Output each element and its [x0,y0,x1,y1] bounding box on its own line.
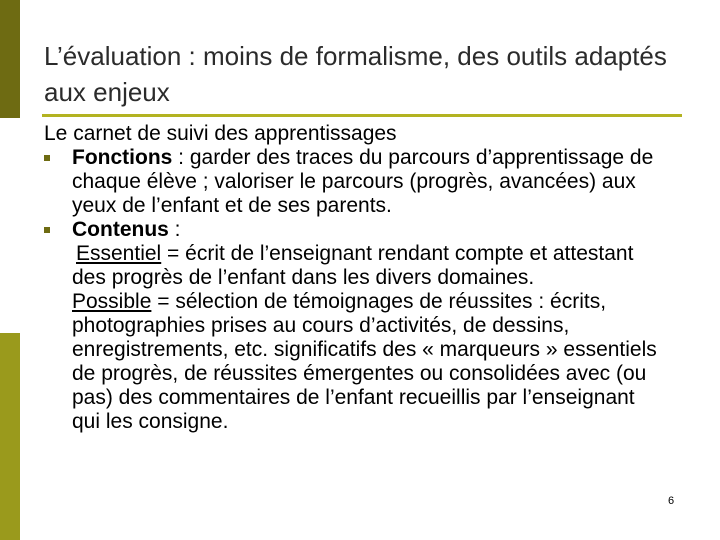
bullet-text-fonctions: : garder des traces du parcours d’apprentissage de chaque élève ; valoriser le parcours (progrès, avancées) aux yeux de l’enfant et de ses parents. [72,146,654,217]
bullet-text-contenus: : [168,218,181,241]
square-bullet-icon [44,227,50,233]
sidebar-accent-bottom [0,333,20,540]
square-bullet-icon [44,155,50,161]
slide-body [44,122,664,434]
bullet-label-fonctions: Fonctions [72,146,173,169]
section-heading: Le carnet de suivi des apprentissages [44,122,397,145]
essentiel-text: = écrit de l’enseignant rendant compte et attestant des progrès de l’enfant dans les divers domaines. [72,242,634,289]
page-number: 6 [668,495,675,507]
sidebar-accent-top [0,0,20,118]
essentiel-paragraph [44,242,664,290]
bullet-label-contenus: Contenus [72,218,169,241]
possible-paragraph [44,290,664,434]
possible-term: Possible [72,290,152,313]
bullet-contenus [44,218,664,242]
possible-text: = sélection de témoignages de réussites : écrits, photographies prises au cours d’activités, de dessins, enregistrements, etc. significatifs des « marqueurs » essentiels de progrès, de réussites émergentes ou consolidées avec (ou pas) des commentaires de l’enfant recueillis par l’enseignant qui les consigne. [72,290,657,433]
essentiel-term: Essentiel [76,242,162,265]
title-divider [42,114,682,117]
slide-title: L’évaluation : moins de formalisme, des outils adaptés aux enjeux [44,41,667,107]
bullet-fonctions [44,146,664,218]
